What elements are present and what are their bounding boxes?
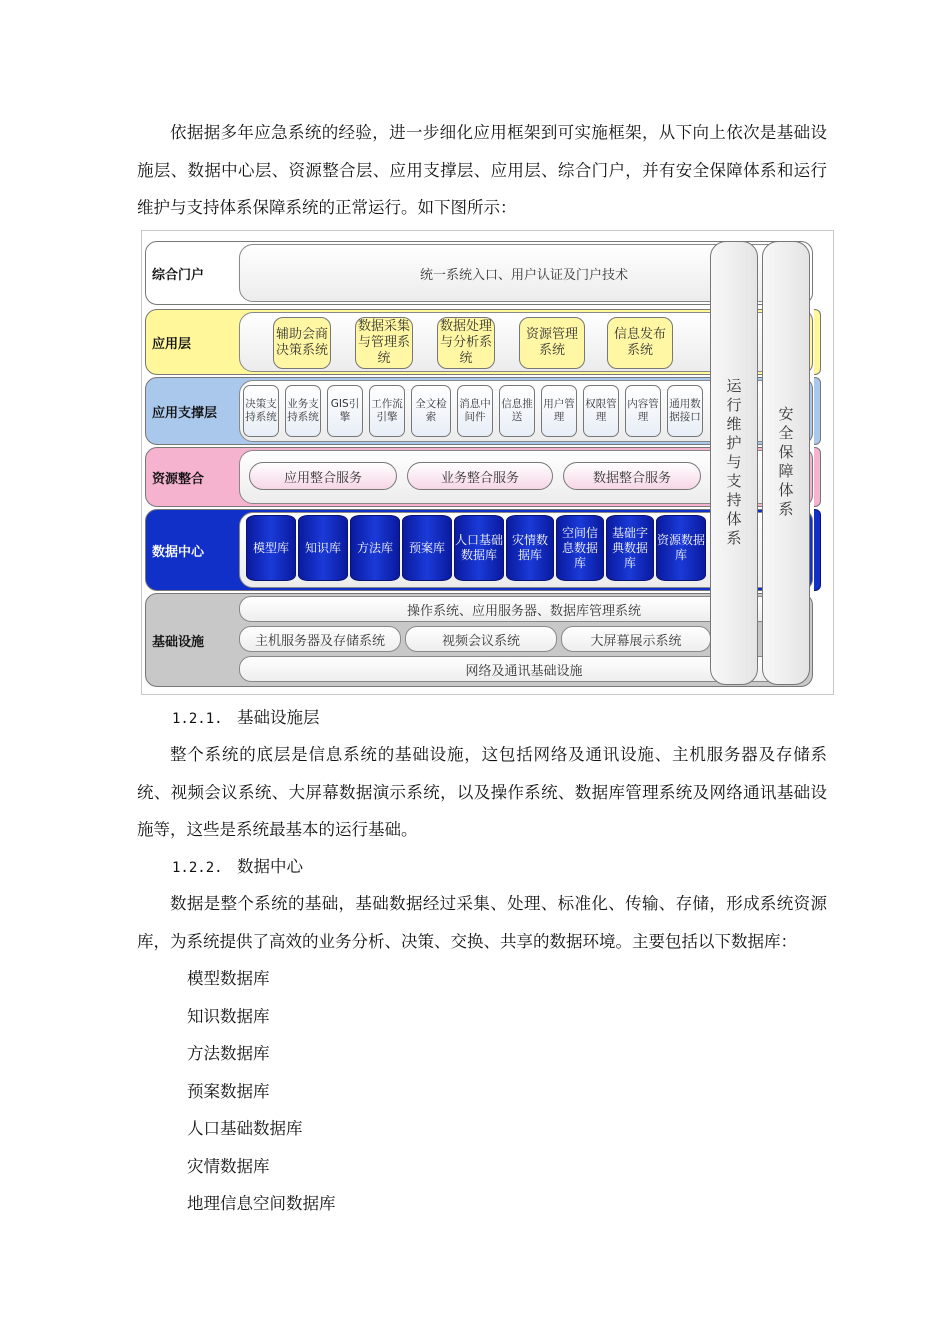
section-number-1: 1.2.1. (172, 711, 223, 727)
infra-row1: 操作系统、应用服务器、数据库管理系统 (239, 596, 809, 622)
section-title-2: 数据中心 (237, 857, 303, 876)
list-item: 预案数据库 (187, 1081, 270, 1101)
ops-support-pillar (710, 241, 758, 685)
section-heading-1 (172, 706, 320, 731)
strip-datacenter (814, 509, 821, 591)
integration-item-2: 业务整合服务 (407, 462, 553, 490)
app-item-3: 数据处理与分析系统 (437, 317, 495, 369)
section-title-1: 基础设施层 (237, 708, 320, 727)
app-item-1: 辅助会商决策系统 (273, 317, 331, 369)
security-pillar (762, 241, 810, 685)
list-item: 模型数据库 (187, 969, 270, 988)
security-text: 安全保障体系 (776, 406, 795, 520)
section-body-2: 数据是整个系统的基础，基础数据经过采集、处理、标准化、传输、存储，形成系统资源库，为系统提供了高效的业务分析、决策、交换、共享的数据环境。主要包括以下数据库： (137, 894, 827, 951)
infra-row3: 网络及通讯基础设施 (239, 656, 809, 682)
intro-paragraph: 依据据多年应急系统的经验，进一步细化应用框架到可实施框架，从下向上依次是基础设施层、数据中心层、资源整合层、应用支撑层、应用层、综合门户，并有安全保障体系和运行维护与支持体系保障系统的正常运行。如下图所示： (137, 123, 827, 217)
support-item-9: 权限管理 (583, 385, 619, 437)
strip-application (814, 309, 821, 375)
list-item: 知识数据库 (187, 1006, 270, 1026)
section-heading-2 (172, 855, 303, 880)
db-item-3: 方法库 (350, 515, 400, 581)
list-item: 灾情数据库 (187, 1156, 270, 1176)
db-item-9: 资源数据库 (656, 515, 706, 581)
strip-support (814, 377, 821, 445)
db-item-2: 知识库 (298, 515, 348, 581)
section-body-1: 整个系统的底层是信息系统的基础设施，这包括网络及通讯设施、主机服务器及存储系统、视频会议系统、大屏幕数据演示系统，以及操作系统、数据库管理系统及网络通讯基础设施等，这些是系统最基本的运行基础。 (137, 745, 827, 839)
strip-integration (814, 447, 821, 507)
db-item-5: 人口基础数据库 (454, 515, 504, 581)
infra-host-storage: 主机服务器及存储系统 (239, 626, 401, 652)
infra-label: 基础设施 (152, 634, 205, 650)
architecture-diagram (141, 230, 834, 695)
infra-big-screen: 大屏幕展示系统 (561, 626, 711, 652)
section-number-2: 1.2.2. (172, 860, 223, 876)
support-item-6: 消息中间件 (457, 385, 493, 437)
support-item-7: 信息推送 (499, 385, 535, 437)
infra-video-conf: 视频会议系统 (405, 626, 557, 652)
app-item-2: 数据采集与管理系统 (355, 317, 413, 369)
db-item-8: 基础字典数据库 (606, 515, 654, 581)
app-item-5: 信息发布系统 (607, 317, 673, 369)
db-item-7: 空间信息数据库 (556, 515, 604, 581)
db-item-6: 灾情数据库 (506, 515, 554, 581)
app-item-4: 资源管理系统 (519, 317, 585, 369)
support-item-5: 全文检索 (411, 385, 451, 437)
list-item: 方法数据库 (187, 1044, 270, 1063)
support-item-11: 通用数据接口 (667, 385, 703, 437)
integration-item-1: 应用整合服务 (249, 462, 397, 490)
db-item-1: 模型库 (246, 515, 296, 581)
support-item-4: 工作流引擎 (369, 385, 405, 437)
database-list (187, 964, 336, 1227)
ops-support-text: 运行维护与支持体系 (724, 377, 743, 549)
support-item-10: 内容管理 (625, 385, 661, 437)
support-item-8: 用户管理 (541, 385, 577, 437)
db-item-4: 预案库 (402, 515, 452, 581)
list-item: 地理信息空间数据库 (187, 1194, 336, 1213)
application-label: 应用层 (152, 336, 192, 352)
support-item-1: 决策支持系统 (243, 385, 279, 437)
integration-item-3: 数据整合服务 (563, 462, 701, 490)
support-item-2: 业务支持系统 (285, 385, 321, 437)
portal-label: 综合门户 (152, 267, 205, 283)
portal-content: 统一系统入口、用户认证及门户技术 (419, 267, 628, 283)
support-label: 应用支撑层 (152, 405, 218, 421)
datacenter-label: 数据中心 (152, 544, 205, 560)
integration-label: 资源整合 (152, 471, 205, 487)
list-item: 人口基础数据库 (187, 1119, 303, 1138)
support-item-3: GIS引擎 (327, 385, 363, 437)
